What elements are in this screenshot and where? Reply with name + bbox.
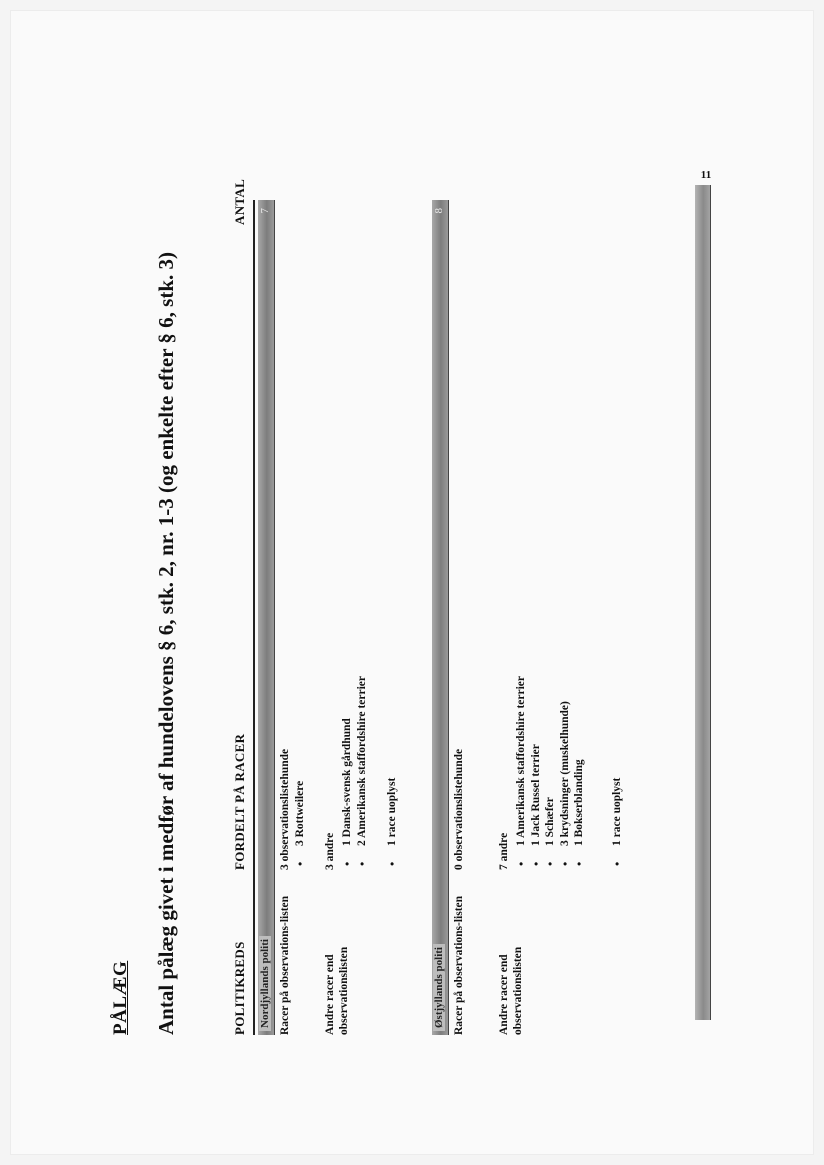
row-label-observationslisten: Racer på observations-listen [453, 895, 465, 1035]
page-number: 11 [700, 168, 712, 181]
row-summary: 3 andre [324, 832, 336, 870]
section-kreds-label: Østjyllands politi [433, 944, 445, 1031]
section-kreds-label: Nordjyllands politi [259, 936, 271, 1031]
column-header-politikreds: POLITIKREDS [232, 941, 247, 1035]
list-item: • 3 Rottweilere [293, 781, 308, 870]
list-item: • 1 Dansk-svensk gårdhund [340, 676, 355, 870]
list-item: • 1 Schæfer [543, 676, 558, 870]
list-item: • 3 krydsninger (muskelhunde) [558, 676, 573, 870]
list-item: • 2 Amerikansk staffordshire terrier [355, 676, 370, 870]
section-bar-nordjylland [258, 200, 275, 1035]
row-summary: 0 observationslistehunde [453, 748, 465, 870]
page-title: Antal pålæg givet i medfør af hundelovens § 6, stk. 2, nr. 1-3 (og enkelte efter § 6, stk. 3) [154, 251, 178, 1035]
section-bar-ostjylland [432, 200, 449, 1035]
row-summary: 7 andre [498, 832, 510, 870]
item-list-extra [385, 778, 400, 870]
bottom-bar [695, 185, 711, 1020]
list-item: • 1 Jack Russel terrier [529, 676, 544, 870]
row-label-observationslisten: Racer på observations-listen [279, 895, 291, 1035]
item-list [293, 781, 308, 870]
document-page [10, 10, 814, 1155]
list-item: • 1 race uoplyst [610, 778, 625, 870]
item-list [340, 676, 369, 870]
header-rule [253, 200, 255, 1035]
rotated-content [110, 160, 750, 1080]
column-header-racer: FORDELT PÅ RACER [232, 733, 247, 870]
section-count: 7 [259, 208, 271, 214]
section-count: 8 [433, 208, 445, 214]
item-list [514, 676, 587, 870]
row-label-andre-racer: Andre racer end observationslisten [498, 946, 524, 1035]
page-heading: PÅLÆG [110, 960, 131, 1035]
row-summary: 3 observationslistehunde [279, 748, 291, 870]
list-item: • 1 race uoplyst [385, 778, 400, 870]
item-list-extra [610, 778, 625, 870]
column-header-antal: ANTAL [232, 178, 247, 225]
row-label-andre-racer: Andre racer end observationslisten [324, 946, 350, 1035]
list-item: • 1 Amerikansk staffordshire terrier [514, 676, 529, 870]
list-item: • 1 Bokserblanding [572, 676, 587, 870]
